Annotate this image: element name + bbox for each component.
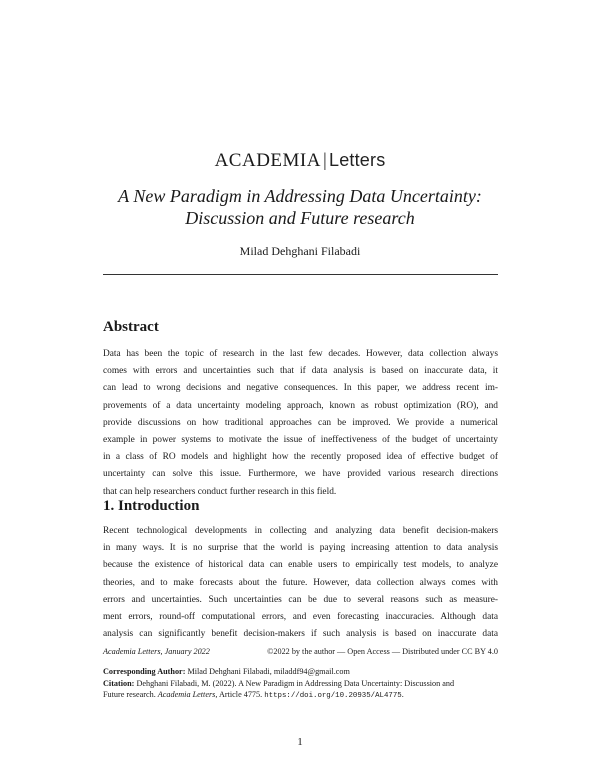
introduction-heading: 1. Introduction xyxy=(103,498,200,514)
cite-text-2a: Future research. xyxy=(103,690,156,699)
cite-label: Citation: xyxy=(103,679,135,688)
abstract-line: uncertainty can solve this issue. Furthermore, we have provided various research directions xyxy=(103,469,498,480)
academia-letters-logo xyxy=(0,150,600,172)
abstract-body xyxy=(103,346,498,501)
abstract-line: that can help researchers conduct further research in this field. xyxy=(103,486,337,497)
abstract-heading: Abstract xyxy=(103,319,159,335)
intro-line: because the existence of historical data can enable users to empirically test models, to analyze xyxy=(103,560,498,571)
page-number: 1 xyxy=(297,736,303,748)
abstract-line: in a class of RO models and highlight how the recently proposed idea of effective budget of xyxy=(103,452,498,463)
abstract-line: example in power systems to motivate the issue of ineffectiveness of the budget of uncertainty xyxy=(103,435,498,446)
brand-sub: Letters xyxy=(328,150,386,170)
title-divider xyxy=(103,274,498,275)
license-notice: ©2022 by the author — Open Access — Distributed under CC BY 4.0 xyxy=(267,647,498,656)
abstract-line: provements of a data uncertainty modeling approach, known as robust optimization (RO), and xyxy=(103,400,498,411)
cite-journal: Academia Letters xyxy=(157,690,216,699)
corr-label: Corresponding Author: xyxy=(103,667,186,676)
footer-meta xyxy=(103,647,498,656)
abstract-line: provide discussions on how traditional approaches can be improved. We provide a numerical xyxy=(103,417,498,428)
intro-line: errors and uncertainties. Such uncertainties can be due to several reasons such as measure- xyxy=(103,594,498,605)
introduction-body xyxy=(103,523,498,643)
abstract-line: can lead to wrong decisions and negative consequences. In this paper, we address recent im- xyxy=(103,383,498,394)
journal-date: Academia Letters, January 2022 xyxy=(103,647,210,656)
citation xyxy=(103,678,498,702)
paper-title-line-1: A New Paradigm in Addressing Data Uncertainty: xyxy=(118,186,482,206)
intro-line: in many ways. It is no surprise that the world is paying increasing attention to data analysis xyxy=(103,543,498,554)
cite-text-1: Dehghani Filabadi, M. (2022). A New Paradigm in Addressing Data Uncertainty: Discussion and xyxy=(136,679,455,688)
corr-text: Milad Dehghani Filabadi, miladdf94@gmail.com xyxy=(187,667,350,676)
brand-divider: | xyxy=(322,150,327,171)
intro-line: theories, and to make forecasts about the future. However, data collection always comes with xyxy=(103,577,498,588)
intro-line: ment errors, round-off computational errors, and even forecasting inaccuracies. Although data xyxy=(103,612,498,623)
citation-line-1 xyxy=(103,678,498,689)
intro-line: analysis can significantly benefit decision-makers if such analysis is based on inaccurate data xyxy=(103,629,498,640)
paper-title-line-2: Discussion and Future research xyxy=(185,208,415,228)
abstract-line: comes with errors and uncertainties such that if data analysis is based on inaccurate data, it xyxy=(103,366,498,377)
abstract-line: Data has been the topic of research in the last few decades. However, data collection always xyxy=(103,349,498,359)
corresponding-author xyxy=(103,667,498,676)
doi-link[interactable]: https://doi.org/10.20935/AL4775 xyxy=(264,692,402,700)
citation-line-2 xyxy=(103,689,498,702)
cite-text-2b: , Article 4775. xyxy=(215,690,263,699)
brand-name: ACADEMIA xyxy=(214,150,321,171)
cite-end: . xyxy=(401,690,404,699)
intro-line: Recent technological developments in collecting and analyzing data benefit decision-makers xyxy=(103,526,498,536)
author-name: Milad Dehghani Filabadi xyxy=(239,244,361,258)
